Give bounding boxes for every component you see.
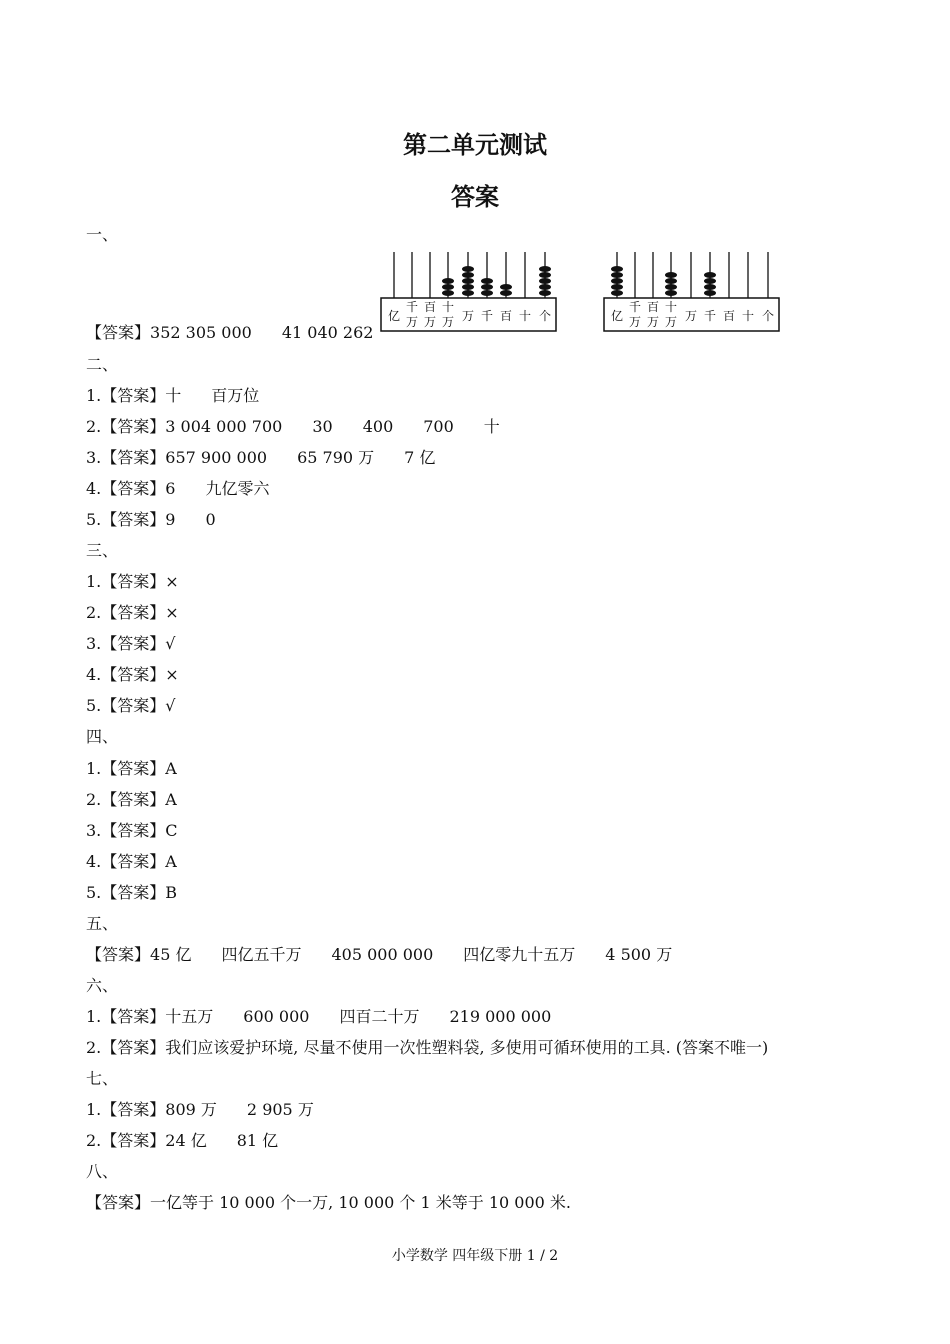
abacus-label: 亿	[387, 309, 401, 323]
bead	[611, 278, 623, 284]
answer-value: 四亿零九十五万	[463, 945, 576, 964]
abacus-label: 万	[646, 315, 660, 329]
bead	[539, 290, 551, 296]
answer-value: 6	[165, 479, 176, 498]
answer-line	[86, 476, 269, 499]
answer-value: ×	[165, 572, 179, 591]
answer-value: 219 000 000	[449, 1007, 552, 1026]
bead	[704, 278, 716, 284]
answer-prefix: 【答案】	[86, 945, 151, 964]
question-number: 4.	[86, 479, 102, 498]
answer-prefix: 【答案】	[101, 510, 166, 529]
answer-value: ×	[165, 603, 179, 622]
bead	[462, 266, 474, 272]
bead	[462, 278, 474, 284]
abacus-label: 千	[628, 300, 642, 314]
answer-prefix: 【答案】	[101, 417, 166, 436]
abacus-label: 万	[423, 315, 437, 329]
abacus-label: 万	[684, 309, 698, 323]
question-number: 5.	[86, 510, 102, 529]
section-heading: 二、	[86, 355, 119, 374]
section-heading: 七、	[86, 1069, 119, 1088]
answer-prefix: 【答案】	[101, 386, 166, 405]
question-number: 5.	[86, 883, 102, 902]
question-number: 1.	[86, 1007, 102, 1026]
bead	[500, 284, 512, 290]
abacus-label: 亿	[610, 309, 624, 323]
answer-value: ×	[165, 665, 179, 684]
abacus-label: 十	[518, 309, 532, 323]
answer-prefix: 【答案】	[101, 1100, 166, 1119]
section-heading: 一、	[86, 225, 119, 244]
abacus-label: 十	[441, 300, 455, 314]
bead	[462, 290, 474, 296]
answer-prefix: 【答案】	[101, 1131, 166, 1150]
abacus-label: 千	[703, 309, 717, 323]
answer-prefix: 【答案】	[101, 821, 166, 840]
answer-line	[86, 507, 216, 530]
answer-prefix: 【答案】	[101, 603, 166, 622]
answer-value: A	[165, 790, 177, 809]
answer-value: 700	[423, 417, 454, 436]
question-number: 1.	[86, 386, 102, 405]
question-number: 1.	[86, 572, 102, 591]
bead	[539, 266, 551, 272]
answer-prefix: 【答案】	[86, 323, 151, 342]
question-number: 2.	[86, 790, 102, 809]
answer-value: 657 900 000	[165, 448, 268, 467]
section-heading: 六、	[86, 976, 119, 995]
answer-value: 24 亿	[165, 1131, 207, 1150]
bead	[462, 284, 474, 290]
abacus-label: 百	[646, 300, 660, 314]
answer-value: 0	[205, 510, 216, 529]
abacus-label: 十	[664, 300, 678, 314]
bead	[665, 278, 677, 284]
answer-value: 2 905 万	[246, 1100, 314, 1119]
answer-value: 四亿五千万	[221, 945, 302, 964]
abacus-label: 百	[722, 309, 736, 323]
answer-line	[86, 942, 672, 965]
answer-line	[86, 818, 178, 841]
question-number: 1.	[86, 1100, 102, 1119]
answer-line	[86, 569, 179, 592]
answer-prefix: 【答案】	[101, 696, 166, 715]
bead	[704, 284, 716, 290]
answer-line	[86, 849, 177, 872]
answer-line	[86, 414, 500, 437]
answer-line	[86, 1035, 768, 1058]
answer-value: A	[165, 759, 177, 778]
bead	[442, 284, 454, 290]
answer-value: 3 004 000 700	[165, 417, 283, 436]
answer-prefix: 【答案】	[101, 852, 166, 871]
bead	[611, 284, 623, 290]
answer-value: 600 000	[243, 1007, 310, 1026]
bead	[611, 290, 623, 296]
abacus-right	[603, 250, 781, 334]
question-number: 2.	[86, 417, 102, 436]
answer-value: √	[165, 634, 176, 653]
answer-value: 9	[165, 510, 176, 529]
answer-line	[86, 445, 435, 468]
abacus-label: 万	[405, 315, 419, 329]
bead	[665, 290, 677, 296]
abacus-beads	[611, 266, 716, 296]
bead	[481, 284, 493, 290]
bead	[539, 278, 551, 284]
answer-value: 809 万	[165, 1100, 217, 1119]
question-number: 4.	[86, 852, 102, 871]
question-number: 1.	[86, 759, 102, 778]
page-subtitle: 答案	[451, 183, 499, 211]
answer-value: 四百二十万	[339, 1007, 420, 1026]
answer-value: 7 亿	[404, 448, 436, 467]
answer-value: 65 790 万	[297, 448, 375, 467]
page-footer: 小学数学 四年级下册 1 / 2	[391, 1248, 559, 1264]
abacus-label: 百	[499, 309, 513, 323]
section-heading: 八、	[86, 1162, 119, 1181]
abacus-label: 个	[761, 309, 775, 323]
answer-line	[86, 787, 177, 810]
answer-prefix: 【答案】	[101, 572, 166, 591]
answer-line	[86, 662, 179, 685]
answer-value: 十	[483, 417, 500, 436]
answer-value: 41 040 262	[281, 323, 374, 342]
question-number: 3.	[86, 634, 102, 653]
abacus-label: 千	[480, 309, 494, 323]
bead	[500, 290, 512, 296]
answer-line	[86, 600, 179, 623]
answer-line	[86, 320, 373, 343]
answer-line	[86, 1004, 551, 1027]
answer-prefix: 【答案】	[101, 479, 166, 498]
answer-value: 400	[362, 417, 394, 436]
answer-value: C	[165, 821, 178, 840]
answer-value: A	[165, 852, 177, 871]
bead	[539, 284, 551, 290]
answer-prefix: 【答案】	[101, 634, 166, 653]
abacus-label: 万	[461, 309, 475, 323]
abacus-label: 十	[741, 309, 755, 323]
answer-value: B	[165, 883, 178, 902]
answer-value: 十五万	[165, 1007, 214, 1026]
section-heading: 四、	[86, 727, 119, 746]
question-number: 2.	[86, 1038, 102, 1057]
answer-prefix: 【答案】	[101, 1038, 166, 1057]
bead	[539, 272, 551, 278]
answer-value: 百万位	[211, 386, 260, 405]
bead	[665, 284, 677, 290]
answer-prefix: 【答案】	[101, 759, 166, 778]
answer-prefix: 【答案】	[101, 665, 166, 684]
question-number: 2.	[86, 1131, 102, 1150]
bead	[462, 272, 474, 278]
answer-line	[86, 880, 177, 903]
bead	[442, 290, 454, 296]
bead	[704, 272, 716, 278]
question-number: 2.	[86, 603, 102, 622]
bead	[481, 278, 493, 284]
abacus-left	[380, 250, 558, 334]
answer-value: 我们应该爱护环境, 尽量不使用一次性塑料袋, 多使用可循环使用的工具. (答案不唯一)	[165, 1038, 769, 1057]
answer-prefix: 【答案】	[101, 448, 166, 467]
answer-prefix: 【答案】	[101, 1007, 166, 1026]
answer-line	[86, 693, 175, 716]
question-number: 4.	[86, 665, 102, 684]
answer-value: 十	[165, 386, 182, 405]
abacus-label: 万	[664, 315, 678, 329]
abacus-label: 万	[441, 315, 455, 329]
answer-prefix: 【答案】	[101, 883, 166, 902]
abacus-beads	[442, 266, 551, 296]
answer-line	[86, 1097, 314, 1120]
bead	[611, 272, 623, 278]
bead	[611, 266, 623, 272]
answer-line	[86, 1190, 571, 1213]
answer-prefix: 【答案】	[101, 790, 166, 809]
abacus-label: 百	[423, 300, 437, 314]
answer-line	[86, 1128, 278, 1151]
abacus-label: 万	[628, 315, 642, 329]
bead	[442, 278, 454, 284]
question-number: 3.	[86, 448, 102, 467]
bead	[481, 290, 493, 296]
question-number: 3.	[86, 821, 102, 840]
section-heading: 三、	[86, 541, 119, 560]
section-heading: 五、	[86, 914, 119, 933]
answer-value: 81 亿	[236, 1131, 279, 1150]
answer-value: 4 500 万	[605, 945, 673, 964]
bead	[704, 290, 716, 296]
page-title: 第二单元测试	[403, 131, 547, 159]
abacus-label: 个	[538, 309, 552, 323]
abacus-label: 千	[405, 300, 419, 314]
question-number: 5.	[86, 696, 102, 715]
answer-value: 30	[312, 417, 333, 436]
answer-value: 九亿零六	[205, 479, 270, 498]
answer-value: 352 305 000	[150, 323, 252, 342]
answer-value: 一亿等于 10 000 个一万, 10 000 个 1 米等于 10 000 米.	[150, 1193, 572, 1212]
answer-value: 45 亿	[150, 945, 192, 964]
answer-value: 405 000 000	[331, 945, 434, 964]
answer-line	[86, 756, 177, 779]
answer-line	[86, 631, 175, 654]
abacus-rods	[617, 252, 768, 298]
answer-line	[86, 383, 259, 406]
bead	[665, 272, 677, 278]
answer-value: √	[165, 696, 176, 715]
answer-prefix: 【答案】	[86, 1193, 151, 1212]
